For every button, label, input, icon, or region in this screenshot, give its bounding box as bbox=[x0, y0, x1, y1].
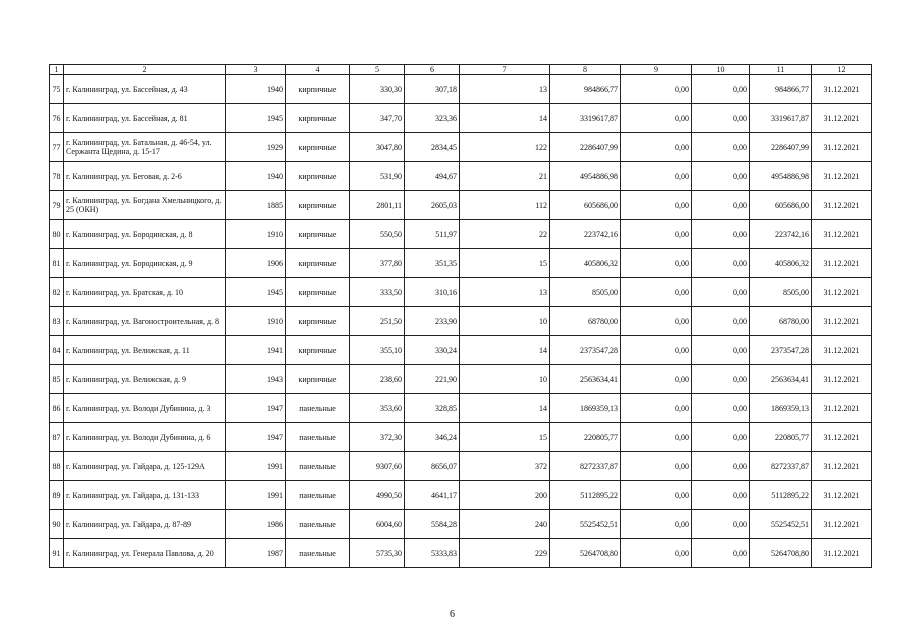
cell-cost-federal: 0,00 bbox=[621, 452, 692, 481]
cell-cost-total: 1869359,13 bbox=[550, 394, 621, 423]
cell-cost-federal: 0,00 bbox=[621, 278, 692, 307]
cell-cost-federal: 0,00 bbox=[621, 307, 692, 336]
cell-total-area: 531,90 bbox=[350, 162, 405, 191]
cell-living-area: 4641,17 bbox=[405, 481, 460, 510]
column-header: 12 bbox=[812, 65, 872, 75]
cell-cost-regional: 0,00 bbox=[692, 307, 750, 336]
cell-cost-regional: 0,00 bbox=[692, 220, 750, 249]
cell-row-number: 81 bbox=[50, 249, 64, 278]
cell-wall-material: кирпичные bbox=[286, 307, 350, 336]
cell-residents: 112 bbox=[460, 191, 550, 220]
cell-row-number: 75 bbox=[50, 75, 64, 104]
cell-total-area: 377,80 bbox=[350, 249, 405, 278]
cell-completion-date: 31.12.2021 bbox=[812, 249, 872, 278]
cell-cost-federal: 0,00 bbox=[621, 104, 692, 133]
cell-cost-federal: 0,00 bbox=[621, 336, 692, 365]
cell-cost-federal: 0,00 bbox=[621, 162, 692, 191]
cell-cost-owners: 4954886,98 bbox=[750, 162, 812, 191]
cell-cost-owners: 1869359,13 bbox=[750, 394, 812, 423]
table-row bbox=[50, 481, 872, 510]
cell-year-built: 1940 bbox=[226, 162, 286, 191]
cell-living-area: 494,67 bbox=[405, 162, 460, 191]
cell-address: г. Калининград, ул. Бассейная, д. 81 bbox=[64, 104, 226, 133]
cell-row-number: 82 bbox=[50, 278, 64, 307]
cell-year-built: 1987 bbox=[226, 539, 286, 568]
cell-wall-material: кирпичные bbox=[286, 191, 350, 220]
cell-cost-regional: 0,00 bbox=[692, 278, 750, 307]
cell-cost-regional: 0,00 bbox=[692, 365, 750, 394]
cell-address: г. Калининград, ул. Гайдара, д. 131-133 bbox=[64, 481, 226, 510]
cell-residents: 229 bbox=[460, 539, 550, 568]
cell-wall-material: кирпичные bbox=[286, 365, 350, 394]
cell-wall-material: панельные bbox=[286, 423, 350, 452]
column-header: 11 bbox=[750, 65, 812, 75]
cell-living-area: 233,90 bbox=[405, 307, 460, 336]
cell-row-number: 87 bbox=[50, 423, 64, 452]
cell-total-area: 6004,60 bbox=[350, 510, 405, 539]
cell-residents: 13 bbox=[460, 278, 550, 307]
cell-cost-federal: 0,00 bbox=[621, 249, 692, 278]
table-row bbox=[50, 278, 872, 307]
cell-cost-total: 5112895,22 bbox=[550, 481, 621, 510]
cell-wall-material: кирпичные bbox=[286, 278, 350, 307]
cell-residents: 240 bbox=[460, 510, 550, 539]
column-header: 7 bbox=[460, 65, 550, 75]
table-row bbox=[50, 452, 872, 481]
column-header: 5 bbox=[350, 65, 405, 75]
cell-total-area: 238,60 bbox=[350, 365, 405, 394]
cell-cost-total: 5525452,51 bbox=[550, 510, 621, 539]
cell-residents: 15 bbox=[460, 423, 550, 452]
table-row bbox=[50, 191, 872, 220]
cell-year-built: 1945 bbox=[226, 278, 286, 307]
cell-address: г. Калининград, ул. Бородинская, д. 8 bbox=[64, 220, 226, 249]
column-header: 4 bbox=[286, 65, 350, 75]
cell-total-area: 347,70 bbox=[350, 104, 405, 133]
cell-completion-date: 31.12.2021 bbox=[812, 307, 872, 336]
table-row bbox=[50, 162, 872, 191]
cell-total-area: 355,10 bbox=[350, 336, 405, 365]
cell-row-number: 91 bbox=[50, 539, 64, 568]
cell-year-built: 1986 bbox=[226, 510, 286, 539]
cell-living-area: 8656,07 bbox=[405, 452, 460, 481]
cell-wall-material: кирпичные bbox=[286, 249, 350, 278]
cell-wall-material: кирпичные bbox=[286, 133, 350, 162]
cell-wall-material: кирпичные bbox=[286, 162, 350, 191]
cell-residents: 14 bbox=[460, 336, 550, 365]
cell-address: г. Калининград, ул. Генерала Павлова, д. 20 bbox=[64, 539, 226, 568]
cell-year-built: 1910 bbox=[226, 307, 286, 336]
cell-year-built: 1991 bbox=[226, 481, 286, 510]
cell-cost-total: 68780,00 bbox=[550, 307, 621, 336]
cell-cost-federal: 0,00 bbox=[621, 539, 692, 568]
cell-living-area: 2834,45 bbox=[405, 133, 460, 162]
cell-year-built: 1885 bbox=[226, 191, 286, 220]
cell-year-built: 1940 bbox=[226, 75, 286, 104]
cell-total-area: 251,50 bbox=[350, 307, 405, 336]
cell-completion-date: 31.12.2021 bbox=[812, 220, 872, 249]
cell-completion-date: 31.12.2021 bbox=[812, 452, 872, 481]
cell-address: г. Калининград, ул. Велижская, д. 9 bbox=[64, 365, 226, 394]
cell-cost-regional: 0,00 bbox=[692, 162, 750, 191]
cell-cost-federal: 0,00 bbox=[621, 191, 692, 220]
cell-row-number: 76 bbox=[50, 104, 64, 133]
cell-cost-federal: 0,00 bbox=[621, 481, 692, 510]
cell-row-number: 90 bbox=[50, 510, 64, 539]
cell-total-area: 333,50 bbox=[350, 278, 405, 307]
cell-residents: 14 bbox=[460, 104, 550, 133]
cell-living-area: 330,24 bbox=[405, 336, 460, 365]
cell-residents: 10 bbox=[460, 365, 550, 394]
cell-wall-material: панельные bbox=[286, 452, 350, 481]
cell-cost-federal: 0,00 bbox=[621, 510, 692, 539]
cell-row-number: 88 bbox=[50, 452, 64, 481]
cell-living-area: 328,85 bbox=[405, 394, 460, 423]
column-header: 9 bbox=[621, 65, 692, 75]
cell-row-number: 89 bbox=[50, 481, 64, 510]
cell-cost-federal: 0,00 bbox=[621, 133, 692, 162]
cell-residents: 200 bbox=[460, 481, 550, 510]
cell-living-area: 310,16 bbox=[405, 278, 460, 307]
cell-living-area: 2605,03 bbox=[405, 191, 460, 220]
cell-wall-material: панельные bbox=[286, 539, 350, 568]
cell-address: г. Калининград, ул. Гайдара, д. 125-129А bbox=[64, 452, 226, 481]
cell-year-built: 1991 bbox=[226, 452, 286, 481]
cell-wall-material: панельные bbox=[286, 481, 350, 510]
cell-address: г. Калининград, ул. Богдана Хмельницкого, д. 25 (ОКН) bbox=[64, 191, 226, 220]
cell-cost-owners: 2563634,41 bbox=[750, 365, 812, 394]
cell-cost-owners: 3319617,87 bbox=[750, 104, 812, 133]
cell-cost-owners: 984866,77 bbox=[750, 75, 812, 104]
cell-total-area: 5735,30 bbox=[350, 539, 405, 568]
cell-cost-regional: 0,00 bbox=[692, 249, 750, 278]
cell-year-built: 1929 bbox=[226, 133, 286, 162]
cell-total-area: 3047,80 bbox=[350, 133, 405, 162]
cell-completion-date: 31.12.2021 bbox=[812, 481, 872, 510]
cell-cost-total: 984866,77 bbox=[550, 75, 621, 104]
cell-cost-federal: 0,00 bbox=[621, 423, 692, 452]
cell-address: г. Калининград, ул. Вагоностроительная, д. 8 bbox=[64, 307, 226, 336]
cell-row-number: 83 bbox=[50, 307, 64, 336]
cell-wall-material: кирпичные bbox=[286, 336, 350, 365]
cell-cost-owners: 68780,00 bbox=[750, 307, 812, 336]
cell-completion-date: 31.12.2021 bbox=[812, 104, 872, 133]
cell-wall-material: панельные bbox=[286, 510, 350, 539]
cell-row-number: 80 bbox=[50, 220, 64, 249]
cell-wall-material: кирпичные bbox=[286, 75, 350, 104]
cell-year-built: 1906 bbox=[226, 249, 286, 278]
cell-residents: 22 bbox=[460, 220, 550, 249]
cell-completion-date: 31.12.2021 bbox=[812, 162, 872, 191]
cell-year-built: 1947 bbox=[226, 423, 286, 452]
cell-year-built: 1943 bbox=[226, 365, 286, 394]
column-header: 10 bbox=[692, 65, 750, 75]
cell-cost-owners: 2286407,99 bbox=[750, 133, 812, 162]
table-row bbox=[50, 220, 872, 249]
cell-completion-date: 31.12.2021 bbox=[812, 75, 872, 104]
cell-row-number: 84 bbox=[50, 336, 64, 365]
cell-completion-date: 31.12.2021 bbox=[812, 365, 872, 394]
cell-living-area: 5584,28 bbox=[405, 510, 460, 539]
cell-living-area: 323,36 bbox=[405, 104, 460, 133]
cell-total-area: 372,30 bbox=[350, 423, 405, 452]
cell-cost-total: 8505,00 bbox=[550, 278, 621, 307]
table-row bbox=[50, 510, 872, 539]
cell-address: г. Калининград, ул. Батальная, д. 46-54, ул. Сержанта Щедина, д. 15-17 bbox=[64, 133, 226, 162]
column-header: 3 bbox=[226, 65, 286, 75]
cell-year-built: 1910 bbox=[226, 220, 286, 249]
cell-cost-total: 3319617,87 bbox=[550, 104, 621, 133]
cell-total-area: 9307,60 bbox=[350, 452, 405, 481]
cell-cost-owners: 5525452,51 bbox=[750, 510, 812, 539]
cell-residents: 15 bbox=[460, 249, 550, 278]
table-row bbox=[50, 539, 872, 568]
cell-residents: 122 bbox=[460, 133, 550, 162]
cell-wall-material: панельные bbox=[286, 394, 350, 423]
cell-total-area: 2801,11 bbox=[350, 191, 405, 220]
cell-living-area: 221,90 bbox=[405, 365, 460, 394]
cell-cost-owners: 605686,00 bbox=[750, 191, 812, 220]
cell-row-number: 86 bbox=[50, 394, 64, 423]
buildings-table bbox=[49, 64, 872, 568]
cell-year-built: 1941 bbox=[226, 336, 286, 365]
cell-address: г. Калининград, ул. Володи Дубинина, д. 3 bbox=[64, 394, 226, 423]
table-row bbox=[50, 394, 872, 423]
table-row bbox=[50, 423, 872, 452]
cell-address: г. Калининград, ул. Братская, д. 10 bbox=[64, 278, 226, 307]
cell-address: г. Калининград, ул. Гайдара, д. 87-89 bbox=[64, 510, 226, 539]
cell-cost-regional: 0,00 bbox=[692, 75, 750, 104]
cell-living-area: 511,97 bbox=[405, 220, 460, 249]
cell-address: г. Калининград, ул. Бородинская, д. 9 bbox=[64, 249, 226, 278]
table-row bbox=[50, 336, 872, 365]
cell-cost-regional: 0,00 bbox=[692, 394, 750, 423]
column-header: 1 bbox=[50, 65, 64, 75]
cell-cost-owners: 405806,32 bbox=[750, 249, 812, 278]
cell-cost-total: 4954886,98 bbox=[550, 162, 621, 191]
cell-cost-total: 2286407,99 bbox=[550, 133, 621, 162]
cell-living-area: 5333,83 bbox=[405, 539, 460, 568]
cell-residents: 372 bbox=[460, 452, 550, 481]
cell-cost-federal: 0,00 bbox=[621, 365, 692, 394]
cell-row-number: 77 bbox=[50, 133, 64, 162]
cell-cost-regional: 0,00 bbox=[692, 481, 750, 510]
cell-residents: 13 bbox=[460, 75, 550, 104]
cell-cost-federal: 0,00 bbox=[621, 220, 692, 249]
cell-completion-date: 31.12.2021 bbox=[812, 423, 872, 452]
cell-cost-total: 8272337,87 bbox=[550, 452, 621, 481]
cell-year-built: 1947 bbox=[226, 394, 286, 423]
cell-total-area: 353,60 bbox=[350, 394, 405, 423]
table-body bbox=[50, 75, 872, 568]
cell-cost-regional: 0,00 bbox=[692, 104, 750, 133]
table-row bbox=[50, 365, 872, 394]
table-row bbox=[50, 307, 872, 336]
cell-cost-total: 2563634,41 bbox=[550, 365, 621, 394]
cell-living-area: 307,18 bbox=[405, 75, 460, 104]
cell-wall-material: кирпичные bbox=[286, 104, 350, 133]
cell-cost-total: 223742,16 bbox=[550, 220, 621, 249]
cell-living-area: 346,24 bbox=[405, 423, 460, 452]
cell-cost-total: 2373547,28 bbox=[550, 336, 621, 365]
cell-address: г. Калининград, ул. Бассейная, д. 43 bbox=[64, 75, 226, 104]
cell-cost-owners: 5264708,80 bbox=[750, 539, 812, 568]
cell-address: г. Калининград, ул. Велижская, д. 11 bbox=[64, 336, 226, 365]
cell-cost-total: 405806,32 bbox=[550, 249, 621, 278]
cell-cost-regional: 0,00 bbox=[692, 452, 750, 481]
cell-row-number: 78 bbox=[50, 162, 64, 191]
cell-cost-regional: 0,00 bbox=[692, 133, 750, 162]
cell-total-area: 330,30 bbox=[350, 75, 405, 104]
column-header: 6 bbox=[405, 65, 460, 75]
cell-residents: 10 bbox=[460, 307, 550, 336]
cell-cost-federal: 0,00 bbox=[621, 75, 692, 104]
cell-cost-owners: 8505,00 bbox=[750, 278, 812, 307]
table-row bbox=[50, 133, 872, 162]
header-row bbox=[50, 65, 872, 75]
cell-cost-federal: 0,00 bbox=[621, 394, 692, 423]
cell-living-area: 351,35 bbox=[405, 249, 460, 278]
cell-completion-date: 31.12.2021 bbox=[812, 510, 872, 539]
cell-total-area: 550,50 bbox=[350, 220, 405, 249]
cell-cost-owners: 5112895,22 bbox=[750, 481, 812, 510]
cell-total-area: 4990,50 bbox=[350, 481, 405, 510]
column-header: 2 bbox=[64, 65, 226, 75]
cell-address: г. Калининград, ул. Беговая, д. 2-6 bbox=[64, 162, 226, 191]
cell-residents: 14 bbox=[460, 394, 550, 423]
table-row bbox=[50, 75, 872, 104]
cell-cost-regional: 0,00 bbox=[692, 510, 750, 539]
cell-wall-material: кирпичные bbox=[286, 220, 350, 249]
cell-cost-regional: 0,00 bbox=[692, 336, 750, 365]
cell-cost-regional: 0,00 bbox=[692, 423, 750, 452]
cell-cost-owners: 220805,77 bbox=[750, 423, 812, 452]
cell-cost-total: 220805,77 bbox=[550, 423, 621, 452]
cell-completion-date: 31.12.2021 bbox=[812, 394, 872, 423]
cell-completion-date: 31.12.2021 bbox=[812, 336, 872, 365]
cell-cost-owners: 2373547,28 bbox=[750, 336, 812, 365]
cell-cost-total: 605686,00 bbox=[550, 191, 621, 220]
cell-completion-date: 31.12.2021 bbox=[812, 191, 872, 220]
cell-cost-regional: 0,00 bbox=[692, 191, 750, 220]
cell-residents: 21 bbox=[460, 162, 550, 191]
cell-row-number: 79 bbox=[50, 191, 64, 220]
cell-address: г. Калининград, ул. Володи Дубинина, д. 6 bbox=[64, 423, 226, 452]
cell-row-number: 85 bbox=[50, 365, 64, 394]
page-number: 6 bbox=[450, 609, 455, 620]
cell-cost-regional: 0,00 bbox=[692, 539, 750, 568]
cell-cost-owners: 8272337,87 bbox=[750, 452, 812, 481]
cell-year-built: 1945 bbox=[226, 104, 286, 133]
cell-cost-owners: 223742,16 bbox=[750, 220, 812, 249]
cell-cost-total: 5264708,80 bbox=[550, 539, 621, 568]
column-header: 8 bbox=[550, 65, 621, 75]
cell-completion-date: 31.12.2021 bbox=[812, 133, 872, 162]
table-row bbox=[50, 249, 872, 278]
cell-completion-date: 31.12.2021 bbox=[812, 539, 872, 568]
table-row bbox=[50, 104, 872, 133]
cell-completion-date: 31.12.2021 bbox=[812, 278, 872, 307]
